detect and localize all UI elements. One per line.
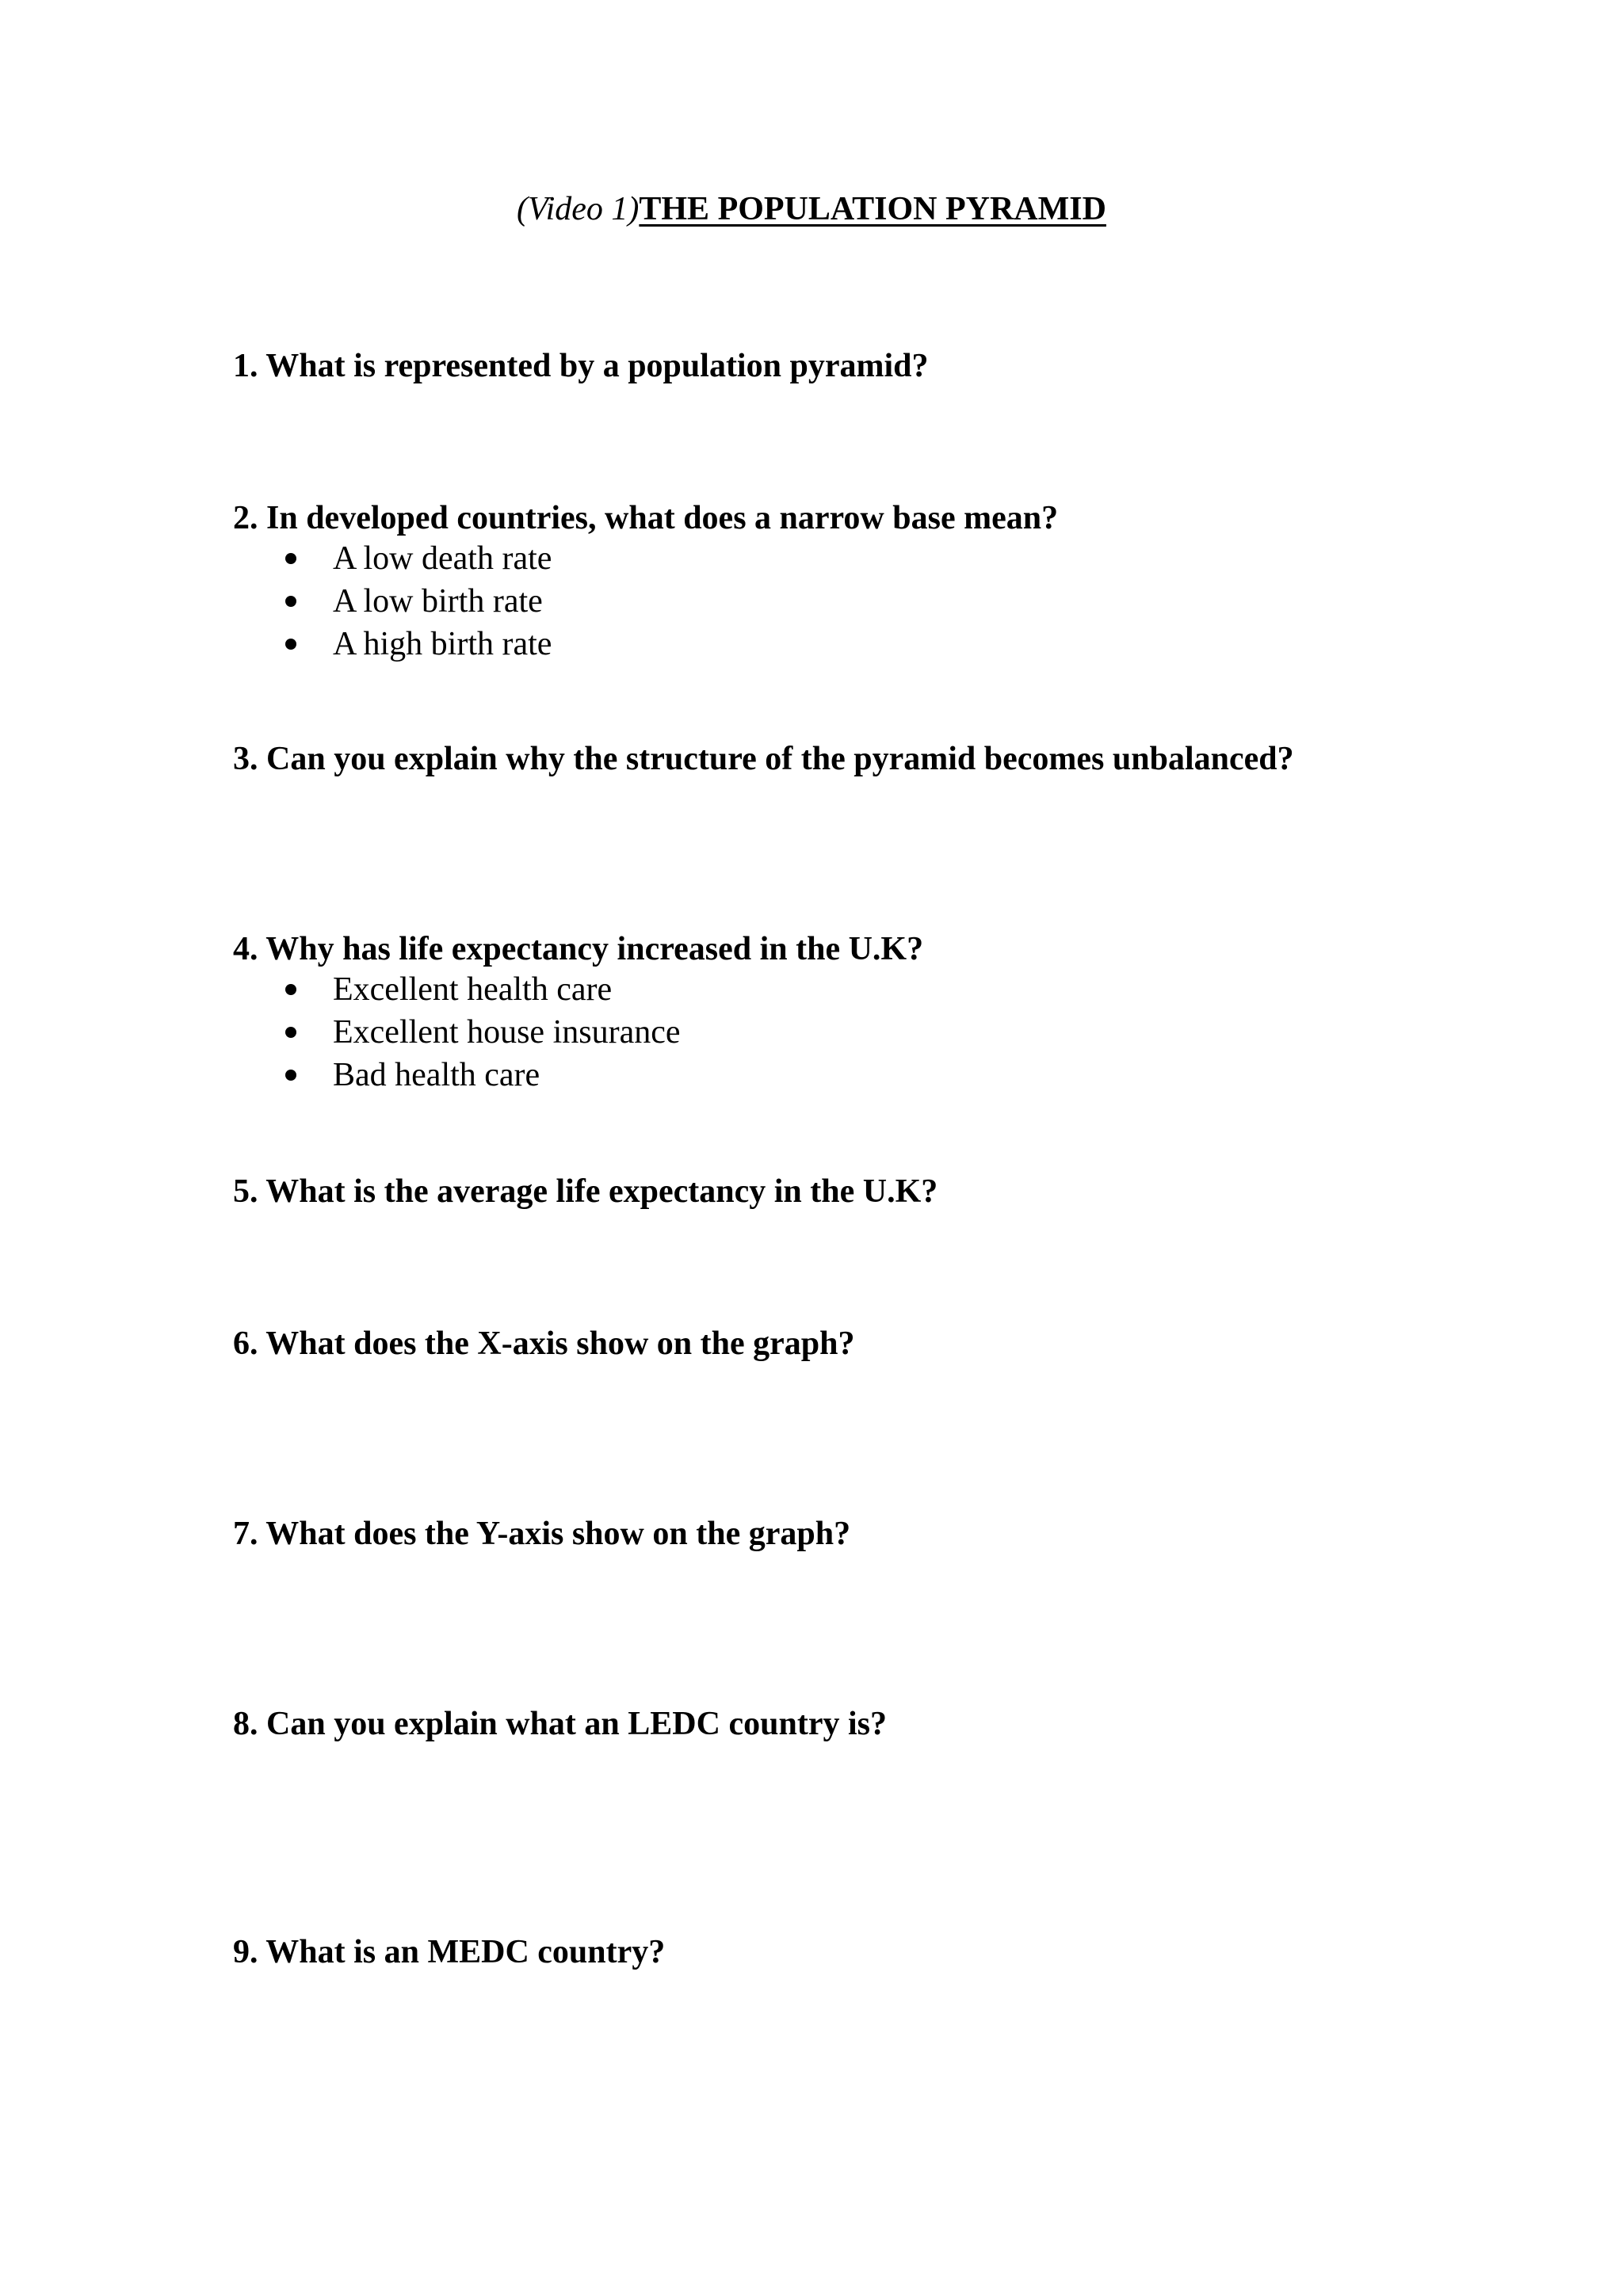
title-video-label: (Video 1) (517, 191, 640, 227)
bullet-icon (285, 596, 296, 607)
bullet-icon (285, 1070, 296, 1081)
question-5: 5. What is the average life expectancy in the U.K? (233, 1173, 938, 1210)
question-3: 3. Can you explain why the structure of the pyramid becomes unbalanced? (233, 741, 1294, 777)
option-label: A high birth rate (333, 626, 552, 662)
option-label: Excellent health care (333, 971, 613, 1008)
list-item (285, 580, 552, 623)
option-label: A low death rate (333, 540, 552, 577)
title-heading: THE POPULATION PYRAMID (639, 191, 1106, 227)
list-item (285, 968, 681, 1011)
page-title (0, 189, 1623, 230)
question-2: 2. In developed countries, what does a narrow base mean? (233, 500, 1059, 536)
question-2-options (285, 537, 552, 666)
question-9: 9. What is an MEDC country? (233, 1934, 666, 1970)
question-4-options (285, 968, 681, 1097)
bullet-icon (285, 553, 296, 564)
bullet-icon (285, 984, 296, 995)
list-item (285, 1054, 681, 1097)
bullet-icon (285, 1027, 296, 1038)
question-6: 6. What does the X-axis show on the graph? (233, 1325, 855, 1362)
question-1: 1. What is represented by a population pyramid? (233, 348, 929, 384)
list-item (285, 1011, 681, 1054)
list-item (285, 537, 552, 580)
option-label: Bad health care (333, 1057, 540, 1093)
bullet-icon (285, 639, 296, 650)
option-label: A low birth rate (333, 583, 543, 620)
list-item (285, 623, 552, 666)
option-label: Excellent house insurance (333, 1014, 681, 1051)
question-8: 8. Can you explain what an LEDC country is? (233, 1706, 887, 1742)
question-4: 4. Why has life expectancy increased in the U.K? (233, 931, 924, 967)
question-7: 7. What does the Y-axis show on the graph? (233, 1516, 851, 1552)
